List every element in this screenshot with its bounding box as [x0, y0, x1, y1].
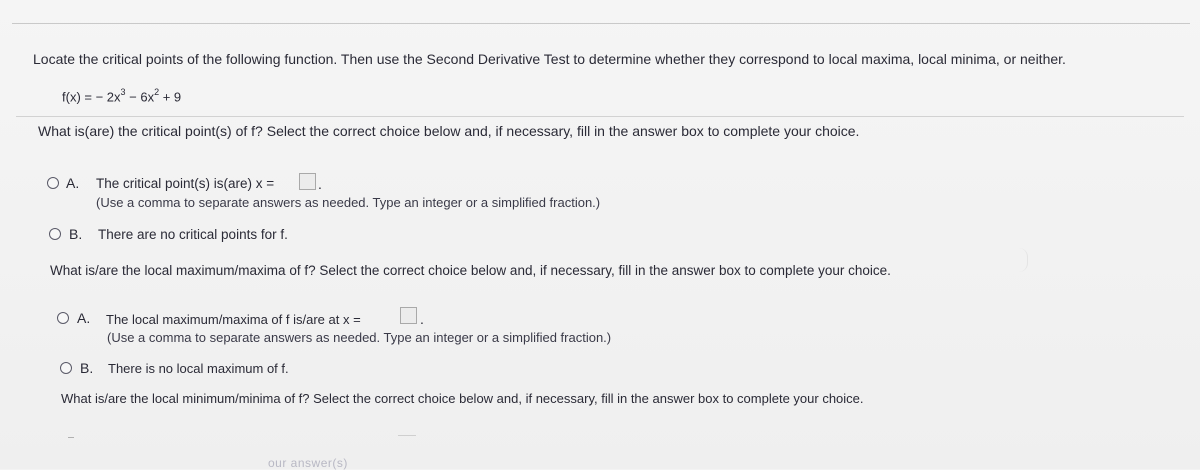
- part3-cutoff-text: our answer(s): [268, 456, 348, 470]
- part1-option-b-text: There are no critical points for f.: [98, 227, 288, 242]
- part2-option-a-radio[interactable]: [57, 312, 69, 324]
- part2-option-a-text: The local maximum/maxima of f is/are at x =: [106, 312, 361, 327]
- part1-option-b-radio[interactable]: [49, 228, 61, 240]
- function-term2: − 6x: [125, 89, 155, 105]
- part1-option-a-radio[interactable]: [47, 177, 59, 189]
- part2-option-b-letter: B.: [80, 360, 94, 376]
- section-divider: [16, 116, 1184, 117]
- part1-answer-box[interactable]: [299, 173, 316, 190]
- function-term1: − 2x: [95, 89, 121, 105]
- part2-answer-period: .: [420, 311, 424, 327]
- question-prompt: Locate the critical points of the following function. Then use the Second Derivative Test to determine whether they correspond to local maxima, local minima, or neither.: [33, 51, 1066, 67]
- part3-question: What is/are the local minimum/minima of f? Select the correct choice below and, if necessary, fill in the answer box to complete your choice.: [61, 391, 864, 406]
- part2-option-b-radio[interactable]: [60, 362, 72, 374]
- partial-answer-mark: [398, 435, 416, 436]
- part1-option-a-hint: (Use a comma to separate answers as needed. Type an integer or a simplified fraction.): [96, 195, 601, 210]
- part1-question: What is(are) the critical point(s) of f? Select the correct choice below and, if necessary, fill in the answer box to complete your choice.: [38, 123, 860, 139]
- part1-option-a-letter: A.: [66, 175, 80, 191]
- top-divider: [12, 23, 1190, 24]
- function-term3: + 9: [159, 89, 182, 105]
- function-expression: [62, 88, 181, 104]
- part2-option-a-letter: A.: [77, 310, 91, 326]
- part2-question: What is/are the local maximum/maxima of f? Select the correct choice below and, if necessary, fill in the answer box to complete your choice.: [50, 263, 891, 278]
- partial-radio-mark: [68, 437, 74, 438]
- function-exp1: 3: [120, 87, 126, 97]
- part2-answer-box[interactable]: [400, 307, 417, 324]
- page-curl-mark: [1019, 248, 1028, 272]
- function-lhs: f(x) =: [62, 89, 96, 105]
- part1-option-a-text: The critical point(s) is(are) x =: [96, 176, 275, 191]
- part1-answer-period: .: [318, 176, 322, 192]
- function-exp2: 2: [154, 87, 160, 97]
- part2-option-b-text: There is no local maximum of f.: [108, 361, 289, 376]
- part1-option-b-letter: B.: [69, 226, 83, 242]
- part2-option-a-hint: (Use a comma to separate answers as needed. Type an integer or a simplified fraction.): [107, 330, 612, 345]
